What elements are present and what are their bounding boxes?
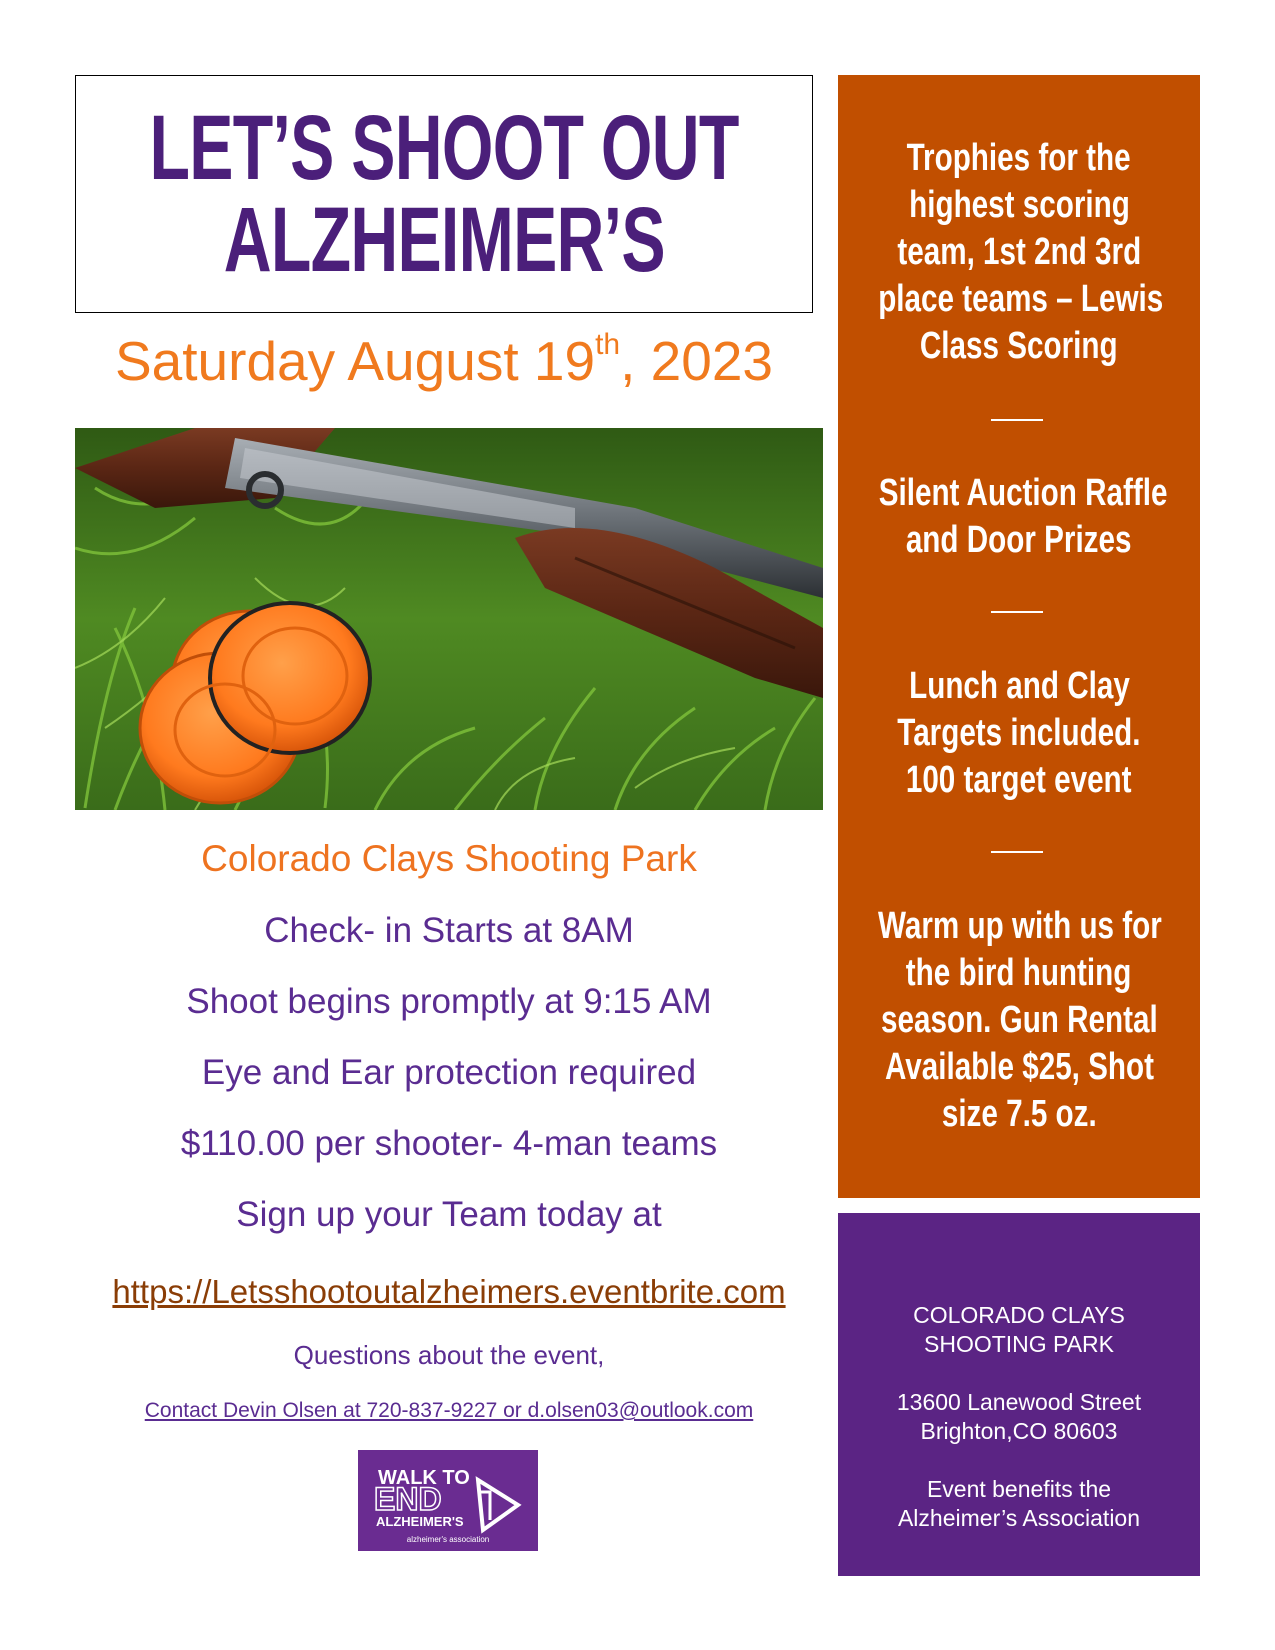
shoot-time: Shoot begins promptly at 9:15 AM (186, 982, 712, 1021)
shotgun-clays-photo (75, 428, 823, 810)
contact-link[interactable]: Contact Devin Olsen at 720-837-9227 or d.olsen03@outlook.com (144, 1399, 754, 1422)
warmup-line: Available $25, Shot (884, 1046, 1154, 1088)
divider (991, 851, 1043, 853)
trophies-line: highest scoring (908, 184, 1130, 226)
checkin-time: Check- in Starts at 8AM (264, 911, 634, 950)
logo-arrow-icon (478, 1480, 518, 1530)
venue-name: Colorado Clays Shooting Park (201, 838, 697, 879)
divider (991, 611, 1043, 613)
park-name-line-2: SHOOTING PARK (924, 1331, 1114, 1357)
divider (991, 419, 1043, 421)
address-panel (838, 1213, 1200, 1576)
city-address: Brighton,CO 80603 (920, 1418, 1118, 1444)
warmup-line: the bird hunting (906, 952, 1132, 994)
logo-line-3: ALZHEIMER'S (376, 1514, 464, 1529)
date-suffix: th (595, 328, 621, 361)
warmup-line: season. Gun Rental (880, 999, 1158, 1041)
warmup-line: Warm up with us for (878, 905, 1162, 947)
street-address: 13600 Lanewood Street (896, 1389, 1142, 1415)
walk-to-end-alzheimers-logo (358, 1450, 538, 1551)
logo-line-2: END (374, 1481, 442, 1517)
event-date (75, 328, 813, 393)
trophies-line: Trophies for the (907, 137, 1131, 179)
trophies-block (838, 135, 1200, 370)
title-line-1: LET’S SHOOT OUT (149, 97, 739, 199)
date-tail: , 2023 (620, 330, 774, 392)
eventbrite-link[interactable]: https://Letsshootoutalzheimers.eventbrite.com (112, 1273, 786, 1310)
lunch-block (838, 663, 1200, 804)
price-info: $110.00 per shooter- 4-man teams (180, 1124, 718, 1163)
lunch-line: Lunch and Clay (908, 665, 1130, 707)
signup-text: Sign up your Team today at (236, 1195, 662, 1234)
questions-text: Questions about the event, (293, 1340, 605, 1370)
logo-line-1: WALK TO (378, 1467, 470, 1489)
lunch-line: 100 target event (906, 759, 1132, 801)
logo-tagline: alzheimer's association (406, 1535, 490, 1544)
auction-line: and Door Prizes (906, 519, 1132, 561)
trophies-line: place teams – Lewis (878, 278, 1164, 320)
date-prefix: Saturday August 19 (114, 330, 596, 392)
logo-graphic (358, 1450, 538, 1551)
warmup-block (838, 903, 1200, 1138)
lunch-line: Targets included. (897, 712, 1141, 754)
benefit-line-1: Event benefits the (926, 1476, 1112, 1502)
benefit-line-2: Alzheimer’s Association (897, 1505, 1141, 1531)
warmup-line: size 7.5 oz. (941, 1093, 1097, 1135)
features-panel (838, 75, 1200, 1198)
auction-line: Silent Auction Raffle (878, 472, 1168, 514)
protection-note: Eye and Ear protection required (201, 1053, 697, 1092)
auction-block (838, 470, 1200, 564)
photo-illustration (75, 428, 823, 810)
title-line-2: ALZHEIMER’S (223, 189, 665, 291)
trophies-line: team, 1st 2nd 3rd (897, 231, 1141, 273)
park-name-line-1: COLORADO CLAYS (913, 1302, 1125, 1328)
trophies-line: Class Scoring (920, 325, 1118, 367)
title-box (75, 75, 813, 313)
